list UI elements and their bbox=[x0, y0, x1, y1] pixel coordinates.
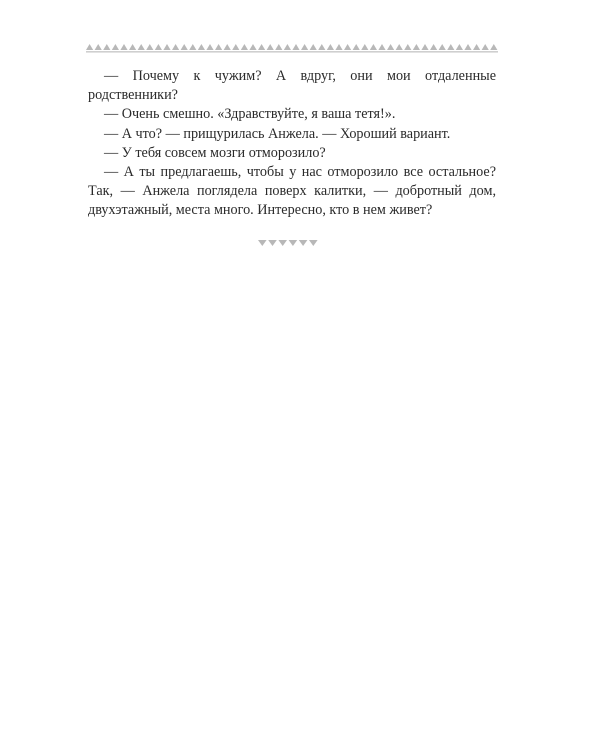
ornament-triangle bbox=[464, 44, 471, 50]
ornament-triangle bbox=[120, 44, 127, 50]
ornament-triangle bbox=[215, 44, 222, 50]
ornament-triangle bbox=[482, 44, 489, 50]
ornament-triangle bbox=[258, 44, 265, 50]
ornament-triangle bbox=[206, 44, 213, 50]
ornament-triangle bbox=[181, 44, 188, 50]
ornament-triangle bbox=[232, 44, 239, 50]
ornament-triangle bbox=[439, 44, 446, 50]
ornament-triangle bbox=[172, 44, 179, 50]
ornament-triangle bbox=[318, 44, 325, 50]
ornament-triangle bbox=[430, 44, 437, 50]
ornament-triangle bbox=[198, 44, 205, 50]
top-decorative-border bbox=[86, 42, 498, 56]
ornament-triangle bbox=[387, 44, 394, 50]
ornament-triangle bbox=[249, 44, 256, 50]
ornament-triangle bbox=[241, 44, 248, 50]
ornament-triangle bbox=[95, 44, 102, 50]
ornament-triangle bbox=[396, 44, 403, 50]
ornament-triangle bbox=[284, 44, 291, 50]
ornament-triangle bbox=[309, 240, 318, 246]
ornament-triangle bbox=[335, 44, 342, 50]
ornament-triangle bbox=[258, 240, 267, 246]
ornament-triangle bbox=[224, 44, 231, 50]
paragraph-5: — А ты предлагаешь, чтобы у нас отморозило все остальное? Так, — Анжела поглядела поверх калитки, — добротный дом, двухэтажный, места много. Интересно, кто в нем живет? bbox=[88, 164, 496, 219]
ornament-triangle bbox=[310, 44, 317, 50]
ornament-triangle bbox=[370, 44, 377, 50]
paragraph-1: — Почему к чужим? А вдруг, они мои отдаленные родственники? bbox=[88, 68, 496, 104]
ornament-triangle bbox=[327, 44, 334, 50]
ornament-triangle bbox=[344, 44, 351, 50]
ornament-triangle bbox=[413, 44, 420, 50]
ornament-triangle bbox=[361, 44, 368, 50]
ornament-triangle bbox=[103, 44, 110, 50]
ornament-triangle bbox=[129, 44, 136, 50]
ornament-triangle bbox=[268, 240, 277, 246]
ornament-triangle bbox=[289, 240, 298, 246]
ornament-triangle bbox=[421, 44, 428, 50]
ornament-triangle bbox=[86, 44, 93, 50]
ornament-triangle bbox=[490, 44, 497, 50]
ornament-triangle bbox=[378, 44, 385, 50]
story-text bbox=[88, 67, 496, 221]
ornament-triangle bbox=[189, 44, 196, 50]
ornament-triangle bbox=[473, 44, 480, 50]
paragraph-2: — Очень смешно. «Здравствуйте, я ваша тетя!». bbox=[104, 106, 396, 123]
ornament-triangle bbox=[353, 44, 360, 50]
ornament-triangle bbox=[278, 240, 287, 246]
ornament-triangle bbox=[155, 44, 162, 50]
paragraph-4: — У тебя совсем мозги отморозило? bbox=[104, 144, 326, 161]
ornament-triangle bbox=[163, 44, 170, 50]
ornament-triangle bbox=[292, 44, 299, 50]
ornament-triangle bbox=[299, 240, 308, 246]
ornament-triangle bbox=[456, 44, 463, 50]
ornament-triangle bbox=[447, 44, 454, 50]
ornament-triangle bbox=[112, 44, 119, 50]
end-of-section-ornament bbox=[258, 238, 320, 248]
ornament-triangle bbox=[138, 44, 145, 50]
ornament-triangle bbox=[404, 44, 411, 50]
ornament-triangle bbox=[301, 44, 308, 50]
ornament-triangle bbox=[267, 44, 274, 50]
ornament-triangle bbox=[275, 44, 282, 50]
paragraph-3: — А что? — прищурилась Анжела. — Хороший вариант. bbox=[104, 125, 451, 142]
ornament-triangle bbox=[146, 44, 153, 50]
